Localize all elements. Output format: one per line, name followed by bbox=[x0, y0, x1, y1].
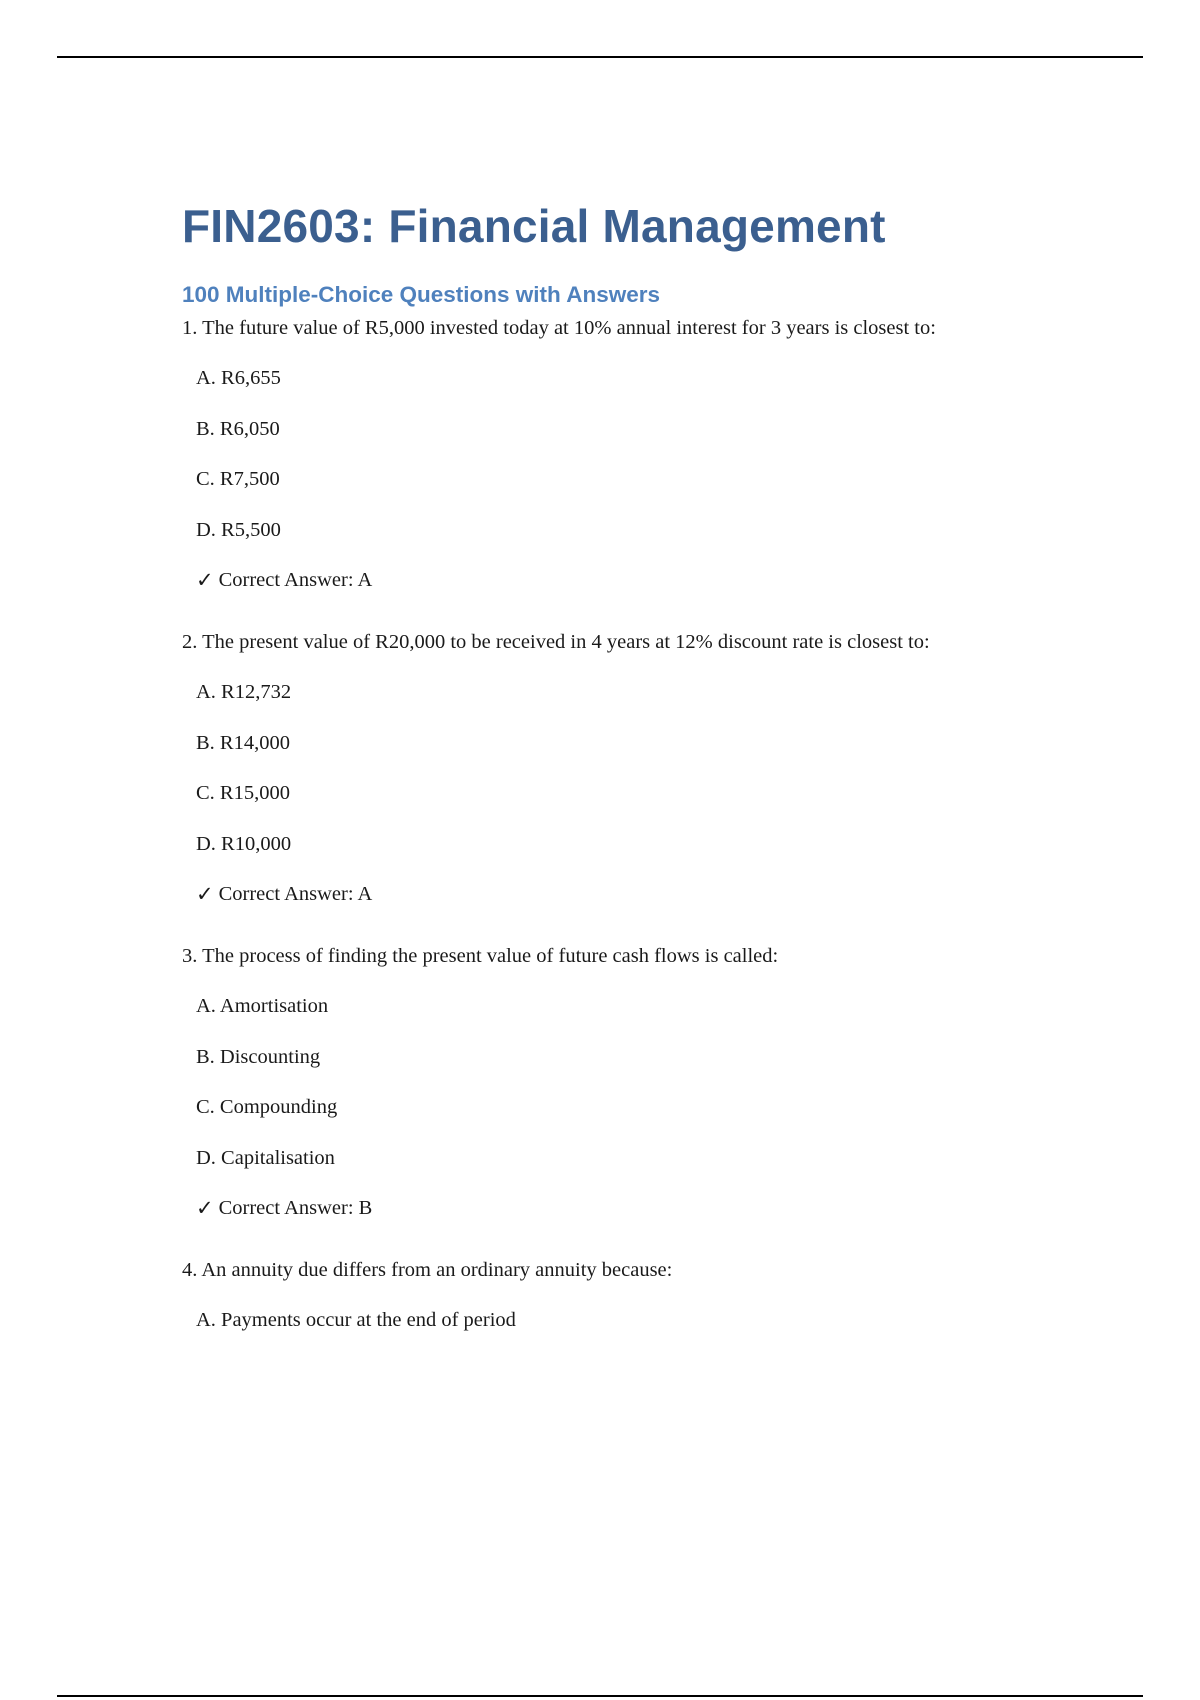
option-a: A. R6,655 bbox=[196, 367, 281, 389]
correct-answer bbox=[196, 879, 1082, 909]
option-b: B. R6,050 bbox=[196, 417, 280, 440]
option-a: A. R12,732 bbox=[196, 681, 292, 703]
footer-rule bbox=[57, 1695, 1143, 1697]
correct-answer bbox=[196, 565, 1082, 595]
question-text: 3. The process of finding the present value of future cash flows is called: bbox=[182, 945, 779, 967]
correct-answer-text: Correct Answer: A bbox=[218, 569, 373, 591]
question-4 bbox=[182, 1255, 1082, 1335]
option-a: A. Amortisation bbox=[196, 995, 329, 1017]
check-icon: ✓ bbox=[196, 568, 214, 592]
correct-answer bbox=[196, 1193, 1082, 1223]
document-body bbox=[182, 190, 1082, 1356]
check-icon: ✓ bbox=[196, 882, 214, 906]
question-text: 2. The present value of R20,000 to be received in 4 years at 12% discount rate is closest to: bbox=[182, 631, 930, 653]
option-b: B. R14,000 bbox=[196, 731, 290, 754]
option-d: D. R5,500 bbox=[196, 518, 281, 541]
page-subtitle: 100 Multiple-Choice Questions with Answers bbox=[182, 282, 661, 307]
option-c: C. Compounding bbox=[196, 1096, 338, 1118]
option-a: A. Payments occur at the end of period bbox=[196, 1309, 516, 1331]
question-text: 4. An annuity due differs from an ordinary annuity because: bbox=[182, 1259, 673, 1281]
option-list bbox=[196, 677, 1082, 859]
option-c: C. R7,500 bbox=[196, 468, 280, 490]
option-d: D. R10,000 bbox=[196, 832, 292, 855]
option-list bbox=[196, 1305, 1082, 1335]
question-3 bbox=[182, 941, 1082, 1223]
question-1 bbox=[182, 313, 1082, 595]
correct-answer-text: Correct Answer: B bbox=[218, 1197, 373, 1219]
question-2 bbox=[182, 627, 1082, 909]
correct-answer-text: Correct Answer: A bbox=[218, 883, 373, 905]
option-list bbox=[196, 363, 1082, 545]
option-c: C. R15,000 bbox=[196, 782, 290, 804]
check-icon: ✓ bbox=[196, 1196, 214, 1220]
question-text: 1. The future value of R5,000 invested today at 10% annual interest for 3 years is closest to: bbox=[182, 317, 936, 339]
page-title: FIN2603: Financial Management bbox=[182, 200, 886, 252]
header-rule bbox=[57, 56, 1143, 58]
option-b: B. Discounting bbox=[196, 1045, 321, 1068]
option-d: D. Capitalisation bbox=[196, 1146, 335, 1169]
option-list bbox=[196, 991, 1082, 1173]
